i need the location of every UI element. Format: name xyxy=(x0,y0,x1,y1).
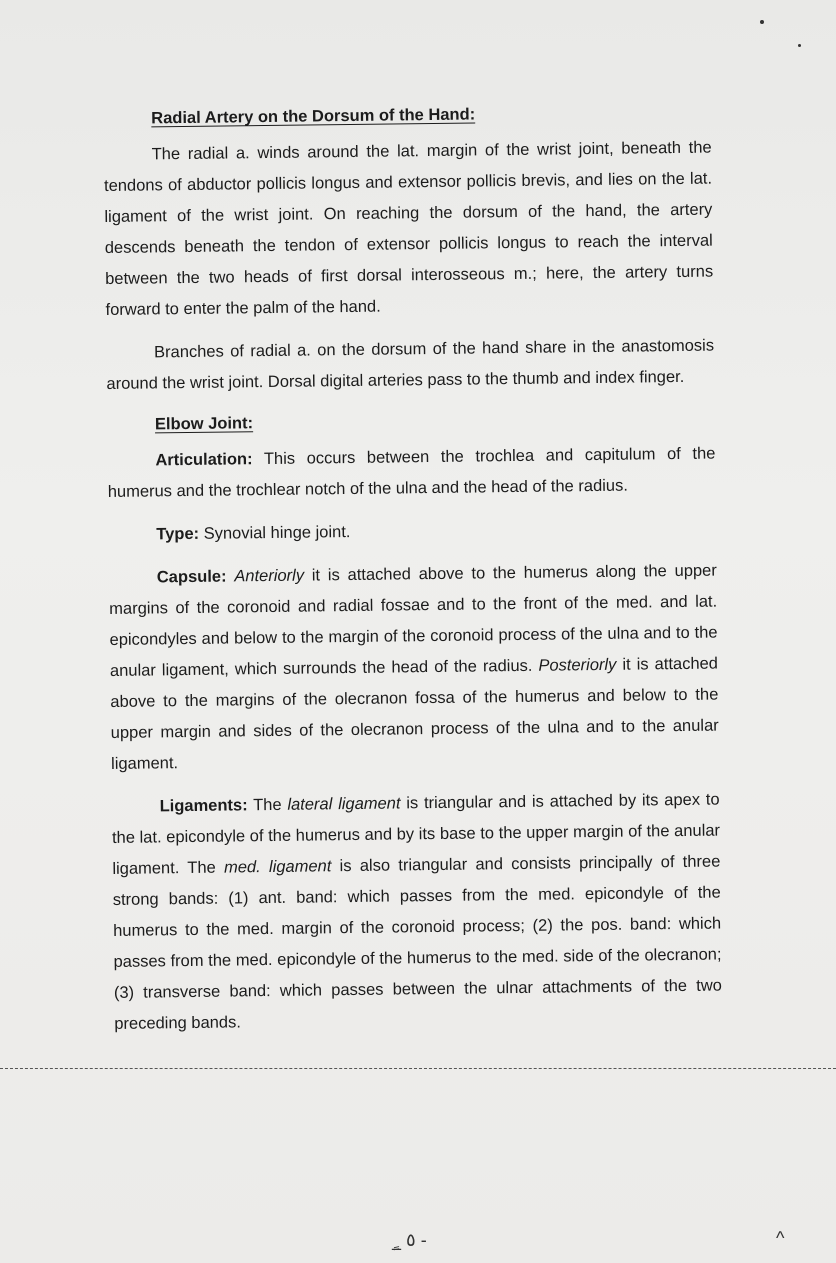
italic-term: Anteriorly xyxy=(234,566,305,586)
ink-speck xyxy=(798,44,801,47)
paragraph-text: Synovial hinge joint. xyxy=(198,523,351,543)
paragraph-articulation xyxy=(107,439,716,508)
paragraph-radial-branches xyxy=(106,331,715,400)
italic-term: med. ligament xyxy=(223,857,332,877)
articulation-label: Articulation: xyxy=(155,450,253,470)
type-label: Type: xyxy=(156,524,200,544)
corner-mark: ^ xyxy=(776,1228,785,1248)
paragraph-text: This occurs between the trochlea and capitulum of the humerus and the trochlear notch of the ulna and the head of the radius. xyxy=(107,444,716,501)
paragraph-ligaments xyxy=(111,785,722,1040)
capsule-label: Capsule: xyxy=(156,567,227,587)
document-body xyxy=(103,93,722,1040)
ink-speck xyxy=(760,20,764,24)
paragraph-text: The xyxy=(247,795,288,815)
paragraph-capsule xyxy=(109,556,720,780)
paragraph-text: is also triangular and consists principally of three strong bands: (1) ant. band: which passes from the med. epicondyle of the humerus to the med. margin of the coronoid process; (2) the pos. band: which passes from the med. epicondyle of the humerus to the med. side of the olecranon; (3) transverse band: which passes between the ulnar attachments of the two preceding bands. xyxy=(112,852,722,1033)
paragraph-text: Branches of radial a. on the dorsum of the hand share in the anastomosis around the wrist joint. Dorsal digital arteries pass to the thumb and index finger. xyxy=(106,336,715,393)
paragraph-type xyxy=(108,513,716,551)
paragraph-text: is triangular and is attached by its apex to the lat. epicondyle of the humerus and by its base to the upper margin of the anular ligament. The xyxy=(111,790,721,878)
paragraph-text: The radial a. winds around the lat. margin of the wrist joint, beneath the tendons of abductor pollicis longus and extensor pollicis brevis, and lies on the lat. ligament of the wrist joint. On reaching the dorsum of the hand, the artery descends beneath the tendon of extensor pollicis longus to reach the interval between the two heads of first dorsal interosseous m.; here, the artery turns forward to enter the palm of the hand. xyxy=(103,138,714,319)
page-number: _ٍ ٥ - xyxy=(392,1230,427,1250)
section-heading-elbow-joint: Elbow Joint: xyxy=(154,414,254,434)
dashed-cut-line xyxy=(0,1068,836,1069)
ligaments-label: Ligaments: xyxy=(159,796,248,816)
paragraph-text: it is attached above to the margins of the olecranon fossa of the humerus and below to the upper margin and sides of the olecranon process of the ulna and to the anular ligament. xyxy=(110,654,719,773)
section-heading-radial-artery: Radial Artery on the Dorsum of the Hand: xyxy=(151,105,476,128)
italic-term: lateral ligament xyxy=(287,794,401,814)
italic-term: Posteriorly xyxy=(538,655,617,675)
paragraph-radial-course xyxy=(103,133,713,326)
paragraph-text: it is attached above to the humerus along the upper margins of the coronoid and radial fossae and to the front of the med. and lat. epicondyles and below to the margin of the coronoid process of the ulna and to the anular ligament, which surrounds the head of the radius. xyxy=(109,561,718,680)
